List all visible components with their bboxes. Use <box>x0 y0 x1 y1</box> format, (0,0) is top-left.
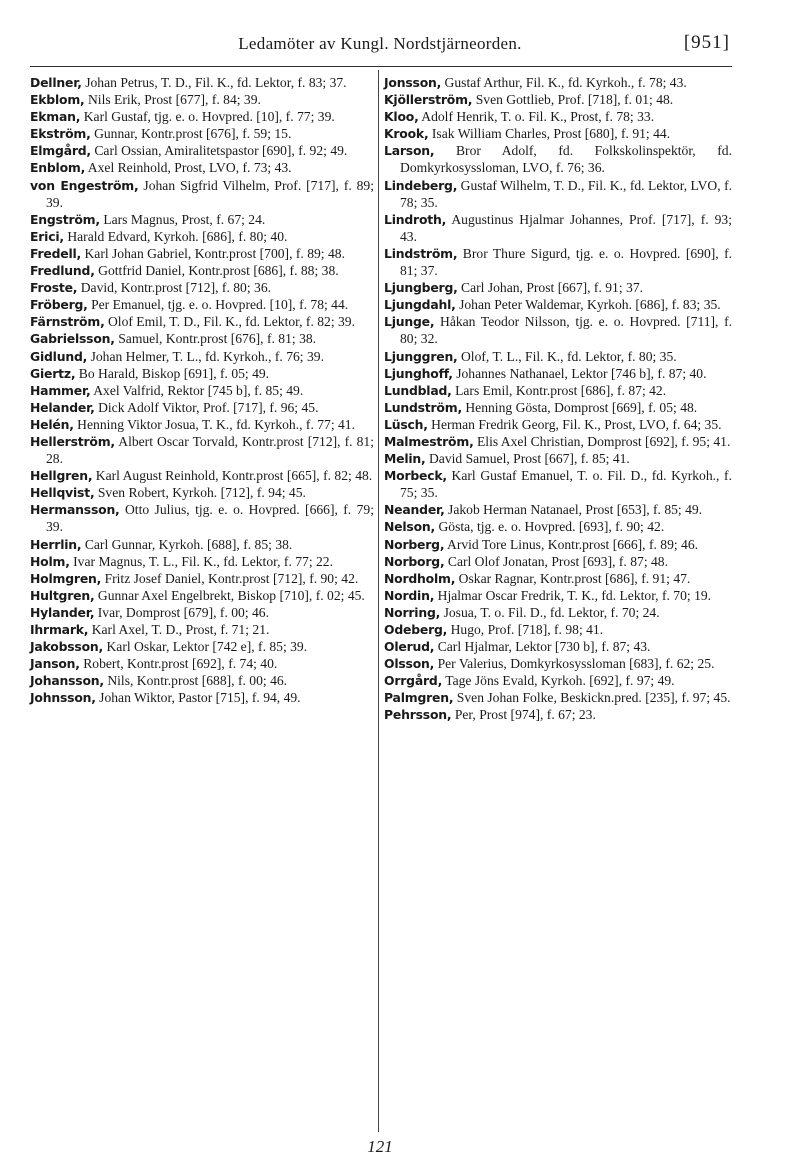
member-details: Dick Adolf Viktor, Prof. [717], f. 96; 45. <box>98 399 319 415</box>
member-name: Lindroth, <box>384 211 447 227</box>
member-details: Hjalmar Oscar Fredrik, T. K., fd. Lektor, f. 70; 19. <box>437 587 712 603</box>
member-entry <box>30 655 374 672</box>
member-entry <box>30 348 374 365</box>
member-entry <box>30 621 374 638</box>
member-details: Gottfrid Daniel, Kontr.prost [686], f. 88; 38. <box>98 263 339 279</box>
member-details: Herman Fredrik Georg, Fil. K., Prost, LVO, f. 64; 35. <box>431 416 722 432</box>
member-entry <box>384 211 732 245</box>
member-name: Olsson, <box>384 656 435 672</box>
member-details: Karl Gustaf, tjg. e. o. Hovpred. [10], f. 77; 39. <box>83 109 335 125</box>
member-entry <box>384 142 732 176</box>
member-name: Nordholm, <box>384 570 456 586</box>
member-name: Dellner, <box>30 75 82 90</box>
member-entry <box>30 262 374 279</box>
member-details: Jakob Herman Natanael, Prost [653], f. 85; 49. <box>448 502 703 518</box>
member-details: Gunnar Axel Engelbrekt, Biskop [710], f. 02; 45. <box>97 587 365 603</box>
member-details: Nils, Kontr.prost [688], f. 00; 46. <box>107 673 288 689</box>
member-details: Gustaf Wilhelm, T. D., Fil. K., fd. Lektor, LVO, f. 78; 35. <box>400 177 732 210</box>
member-details: Per Emanuel, tjg. e. o. Hovpred. [10], f. 78; 44. <box>91 297 349 313</box>
member-name: Ljunghoff, <box>384 365 453 381</box>
member-entry <box>384 91 732 108</box>
member-name: Norberg, <box>384 536 445 552</box>
member-details: Carl Johan, Prost [667], f. 91; 37. <box>461 280 644 296</box>
member-details: Axel Valfrid, Rektor [745 b], f. 85; 49. <box>93 382 304 398</box>
member-name: Orrgård, <box>384 673 443 689</box>
member-entry <box>30 382 374 399</box>
member-entry <box>30 672 374 689</box>
member-name: Ljungberg, <box>384 280 458 296</box>
member-entry <box>30 91 374 108</box>
member-details: Karl August Reinhold, Kontr.prost [665], f. 82; 48. <box>95 468 373 484</box>
member-entry <box>384 536 732 553</box>
right-column <box>384 74 732 724</box>
member-name: Holm, <box>30 553 70 569</box>
member-entry <box>384 348 732 365</box>
member-name: Ljunge, <box>384 314 435 330</box>
member-details: Ivar, Domprost [679], f. 00; 46. <box>97 604 270 620</box>
member-entry <box>30 159 374 176</box>
member-entry <box>384 672 732 689</box>
member-name: Herrlin, <box>30 536 82 552</box>
member-entry <box>384 296 732 313</box>
member-entry <box>30 177 374 211</box>
member-name: Malmeström, <box>384 433 474 449</box>
member-name: Lindström, <box>384 245 458 261</box>
member-entry <box>30 279 374 296</box>
member-name: Hammer, <box>30 382 91 398</box>
member-entry <box>384 279 732 296</box>
page-header <box>30 32 730 60</box>
member-name: Lundström, <box>384 399 462 415</box>
member-details: Augustinus Hjalmar Johannes, Prof. [717], f. 93; 43. <box>400 211 732 244</box>
member-entry <box>384 553 732 570</box>
member-details: Karl Johan Gabriel, Kontr.prost [700], f. 89; 48. <box>84 245 345 261</box>
member-name: Fröberg, <box>30 297 88 313</box>
member-details: Bror Adolf, fd. Folkskolinspektör, fd. Domkyrkosyssloman, LVO, f. 76; 36. <box>400 143 732 176</box>
member-details: Josua, T. o. Fil. D., fd. Lektor, f. 70; 24. <box>443 604 660 620</box>
member-name: Hylander, <box>30 604 95 620</box>
member-details: Bror Thure Sigurd, tjg. e. o. Hovpred. [690], f. 81; 37. <box>400 245 732 279</box>
member-name: Johnsson, <box>30 690 96 706</box>
member-entry <box>30 108 374 125</box>
member-details: Sven Johan Folke, Beskickn.pred. [235], f. 97; 45. <box>456 690 731 706</box>
member-details: Bo Harald, Biskop [691], f. 05; 49. <box>78 365 270 381</box>
member-details: Arvid Tore Linus, Kontr.prost [666], f. 89; 46. <box>447 536 699 552</box>
member-name: Lundblad, <box>384 382 452 398</box>
member-name: Färnström, <box>30 314 105 330</box>
member-name: Enblom, <box>30 160 86 176</box>
member-details: Isak William Charles, Prost [680], f. 91; 44. <box>431 126 671 142</box>
member-details: Johannes Nathanael, Lektor [746 b], f. 87; 40. <box>456 365 707 381</box>
member-name: Gabrielsson, <box>30 331 115 347</box>
member-details: Fritz Josef Daniel, Kontr.prost [712], f. 90; 42. <box>104 570 359 586</box>
member-entry <box>384 689 732 706</box>
member-details: Elis Axel Christian, Domprost [692], f. 95; 41. <box>477 433 731 449</box>
member-details: Henning Viktor Josua, T. K., fd. Kyrkoh., f. 77; 41. <box>77 416 356 432</box>
member-details: Johan Wiktor, Pastor [715], f. 94, 49. <box>99 690 301 706</box>
member-details: Johan Sigfrid Vilhelm, Prof. [717], f. 89; 39. <box>46 177 375 210</box>
member-entry <box>30 689 374 706</box>
member-name: Melin, <box>384 451 426 467</box>
member-name: Neander, <box>384 502 445 518</box>
member-name: Engström, <box>30 211 100 227</box>
member-details: Carl Olof Jonatan, Prost [693], f. 87; 48. <box>447 553 668 569</box>
member-name: Fredell, <box>30 245 82 261</box>
member-details: Lars Emil, Kontr.prost [686], f. 87; 42. <box>455 382 667 398</box>
member-name: Lüsch, <box>384 416 428 432</box>
member-name: Olerud, <box>384 639 435 655</box>
member-name: Johansson, <box>30 673 104 689</box>
member-entry <box>30 399 374 416</box>
member-details: Johan Peter Waldemar, Kyrkoh. [686], f. 83; 35. <box>459 297 721 313</box>
member-details: Lars Magnus, Prost, f. 67; 24. <box>103 211 266 227</box>
member-details: Carl Hjalmar, Lektor [730 b], f. 87; 43. <box>437 639 651 655</box>
member-name: Hermansson, <box>30 502 120 518</box>
member-name: Kloo, <box>384 109 419 125</box>
member-name: Helander, <box>30 399 95 415</box>
member-details: Nils Erik, Prost [677], f. 84; 39. <box>87 92 261 108</box>
member-name: Kjöllerström, <box>384 92 473 108</box>
member-details: Gösta, tjg. e. o. Hovpred. [693], f. 90; 42. <box>438 519 665 535</box>
member-entry <box>30 74 374 91</box>
member-details: Sven Robert, Kyrkoh. [712], f. 94; 45. <box>97 485 306 501</box>
member-details: Per Valerius, Domkyrkosyssloman [683], f. 62; 25. <box>437 656 715 672</box>
member-entry <box>30 296 374 313</box>
member-details: Olof, T. L., Fil. K., fd. Lektor, f. 80; 35. <box>460 348 677 364</box>
member-name: Jonsson, <box>384 75 442 90</box>
member-entry <box>30 433 374 467</box>
member-details: Karl Axel, T. D., Prost, f. 71; 21. <box>91 622 270 637</box>
header-rule <box>30 66 732 67</box>
member-details: Olof Emil, T. D., Fil. K., fd. Lektor, f. 82; 39. <box>107 314 356 330</box>
page-number: [951] <box>683 32 730 53</box>
member-details: Tage Jöns Evald, Kyrkoh. [692], f. 97; 49. <box>445 673 675 689</box>
member-entry <box>30 587 374 604</box>
member-name: Hellerström, <box>30 433 115 449</box>
member-details: Gustaf Arthur, Fil. K., fd. Kyrkoh., f. 78; 43. <box>444 75 687 90</box>
member-name: Lindeberg, <box>384 177 458 193</box>
member-entry <box>384 313 732 347</box>
member-name: Ihrmark, <box>30 622 89 637</box>
member-entry <box>30 416 374 433</box>
member-name: Odeberg, <box>384 622 448 637</box>
member-details: Axel Reinhold, Prost, LVO, f. 73; 43. <box>87 160 292 176</box>
member-name: Norborg, <box>384 553 445 569</box>
member-details: Samuel, Kontr.prost [676], f. 81; 38. <box>118 331 317 347</box>
member-entry <box>384 518 732 535</box>
page-title: Ledamöter av Kungl. Nordstjärneorden. <box>238 34 522 53</box>
member-entry <box>30 467 374 484</box>
member-details: Hugo, Prof. [718], f. 98; 41. <box>450 622 604 637</box>
member-entry <box>384 706 732 723</box>
member-name: Ekblom, <box>30 92 85 108</box>
member-entry <box>384 655 732 672</box>
member-entry <box>30 501 374 535</box>
member-entry <box>384 604 732 621</box>
member-name: Palmgren, <box>384 690 454 706</box>
member-entry <box>384 638 732 655</box>
member-name: Hellqvist, <box>30 485 95 501</box>
member-details: Carl Ossian, Amiralitetspastor [690], f. 92; 49. <box>94 143 348 159</box>
member-entry <box>30 638 374 655</box>
member-entry <box>384 621 732 638</box>
member-entry <box>384 416 732 433</box>
member-details: Karl Gustaf Emanuel, T. o. Fil. D., fd. Kyrkoh., f. 75; 35. <box>400 468 732 501</box>
member-name: Gidlund, <box>30 348 88 364</box>
member-entry <box>30 211 374 228</box>
member-entry <box>384 108 732 125</box>
member-name: Holmgren, <box>30 570 102 586</box>
member-entry <box>384 245 732 279</box>
member-entry <box>384 501 732 518</box>
member-details: Otto Julius, tjg. e. o. Hovpred. [666], f. 79; 39. <box>46 502 374 535</box>
member-details: Håkan Teodor Nilsson, tjg. e. o. Hovpred. [711], f. 80; 32. <box>400 314 732 347</box>
member-entry <box>384 382 732 399</box>
column-divider <box>378 70 379 1132</box>
member-details: Johan Petrus, T. D., Fil. K., fd. Lektor, f. 83; 37. <box>85 75 347 90</box>
member-name: Helén, <box>30 416 74 432</box>
member-entry <box>30 228 374 245</box>
member-name: Nelson, <box>384 519 436 535</box>
member-name: Ljunggren, <box>384 348 458 364</box>
member-details: Albert Oscar Torvald, Kontr.prost [712], f. 81; 28. <box>46 433 374 467</box>
member-entry <box>30 245 374 262</box>
member-name: Morbeck, <box>384 468 447 484</box>
member-name: Erici, <box>30 228 64 244</box>
member-name: Larson, <box>384 143 435 159</box>
member-entry <box>30 142 374 159</box>
member-entry <box>384 570 732 587</box>
left-column <box>30 74 374 706</box>
member-details: Oskar Ragnar, Kontr.prost [686], f. 91; 47. <box>458 570 691 586</box>
member-entry <box>384 125 732 142</box>
member-name: Ekström, <box>30 126 91 142</box>
member-details: Sven Gottlieb, Prof. [718], f. 01; 48. <box>475 92 674 108</box>
member-details: Ivar Magnus, T. L., Fil. K., fd. Lektor, f. 77; 22. <box>73 553 333 569</box>
member-entry <box>30 570 374 587</box>
member-name: Krook, <box>384 126 429 142</box>
member-entry <box>30 536 374 553</box>
member-details: Carl Gunnar, Kyrkoh. [688], f. 85; 38. <box>84 536 293 552</box>
member-name: Giertz, <box>30 365 76 381</box>
member-entry <box>384 433 732 450</box>
member-entry <box>384 450 732 467</box>
member-details: Gunnar, Kontr.prost [676], f. 59; 15. <box>94 126 292 142</box>
member-entry <box>384 74 732 91</box>
member-name: Pehrsson, <box>384 707 452 723</box>
member-name: Norring, <box>384 604 441 620</box>
member-details: Johan Helmer, T. L., fd. Kyrkoh., f. 76; 39. <box>90 348 324 364</box>
member-name: Nordin, <box>384 587 435 603</box>
member-entry <box>30 365 374 382</box>
member-entry <box>30 484 374 501</box>
member-name: Elmgård, <box>30 143 91 159</box>
member-entry <box>30 313 374 330</box>
member-name: Froste, <box>30 280 78 296</box>
member-name: Ljungdahl, <box>384 297 456 313</box>
member-entry <box>384 467 732 501</box>
member-name: Ekman, <box>30 109 81 125</box>
member-details: Robert, Kontr.prost [692], f. 74; 40. <box>83 656 278 672</box>
member-entry <box>384 365 732 382</box>
member-name: Jakobsson, <box>30 639 104 655</box>
member-name: Janson, <box>30 656 80 672</box>
member-details: Per, Prost [974], f. 67; 23. <box>454 707 596 723</box>
member-details: David Samuel, Prost [667], f. 85; 41. <box>428 451 630 467</box>
member-details: Adolf Henrik, T. o. Fil. K., Prost, f. 78; 33. <box>421 109 655 125</box>
member-entry <box>30 330 374 347</box>
member-details: Henning Gösta, Domprost [669], f. 05; 48. <box>465 399 698 415</box>
member-details: Karl Oskar, Lektor [742 e], f. 85; 39. <box>106 639 308 655</box>
page-folio: 121 <box>367 1137 393 1156</box>
member-name: Fredlund, <box>30 263 95 279</box>
member-name: Hultgren, <box>30 587 95 603</box>
member-entry <box>384 399 732 416</box>
member-entry <box>384 177 732 211</box>
member-entry <box>30 553 374 570</box>
member-name: von Engeström, <box>30 177 139 193</box>
member-name: Hellgren, <box>30 468 93 484</box>
member-entry <box>30 125 374 142</box>
member-details: Harald Edvard, Kyrkoh. [686], f. 80; 40. <box>67 228 288 244</box>
member-entry <box>30 604 374 621</box>
member-entry <box>384 587 732 604</box>
member-details: David, Kontr.prost [712], f. 80; 36. <box>80 280 272 296</box>
